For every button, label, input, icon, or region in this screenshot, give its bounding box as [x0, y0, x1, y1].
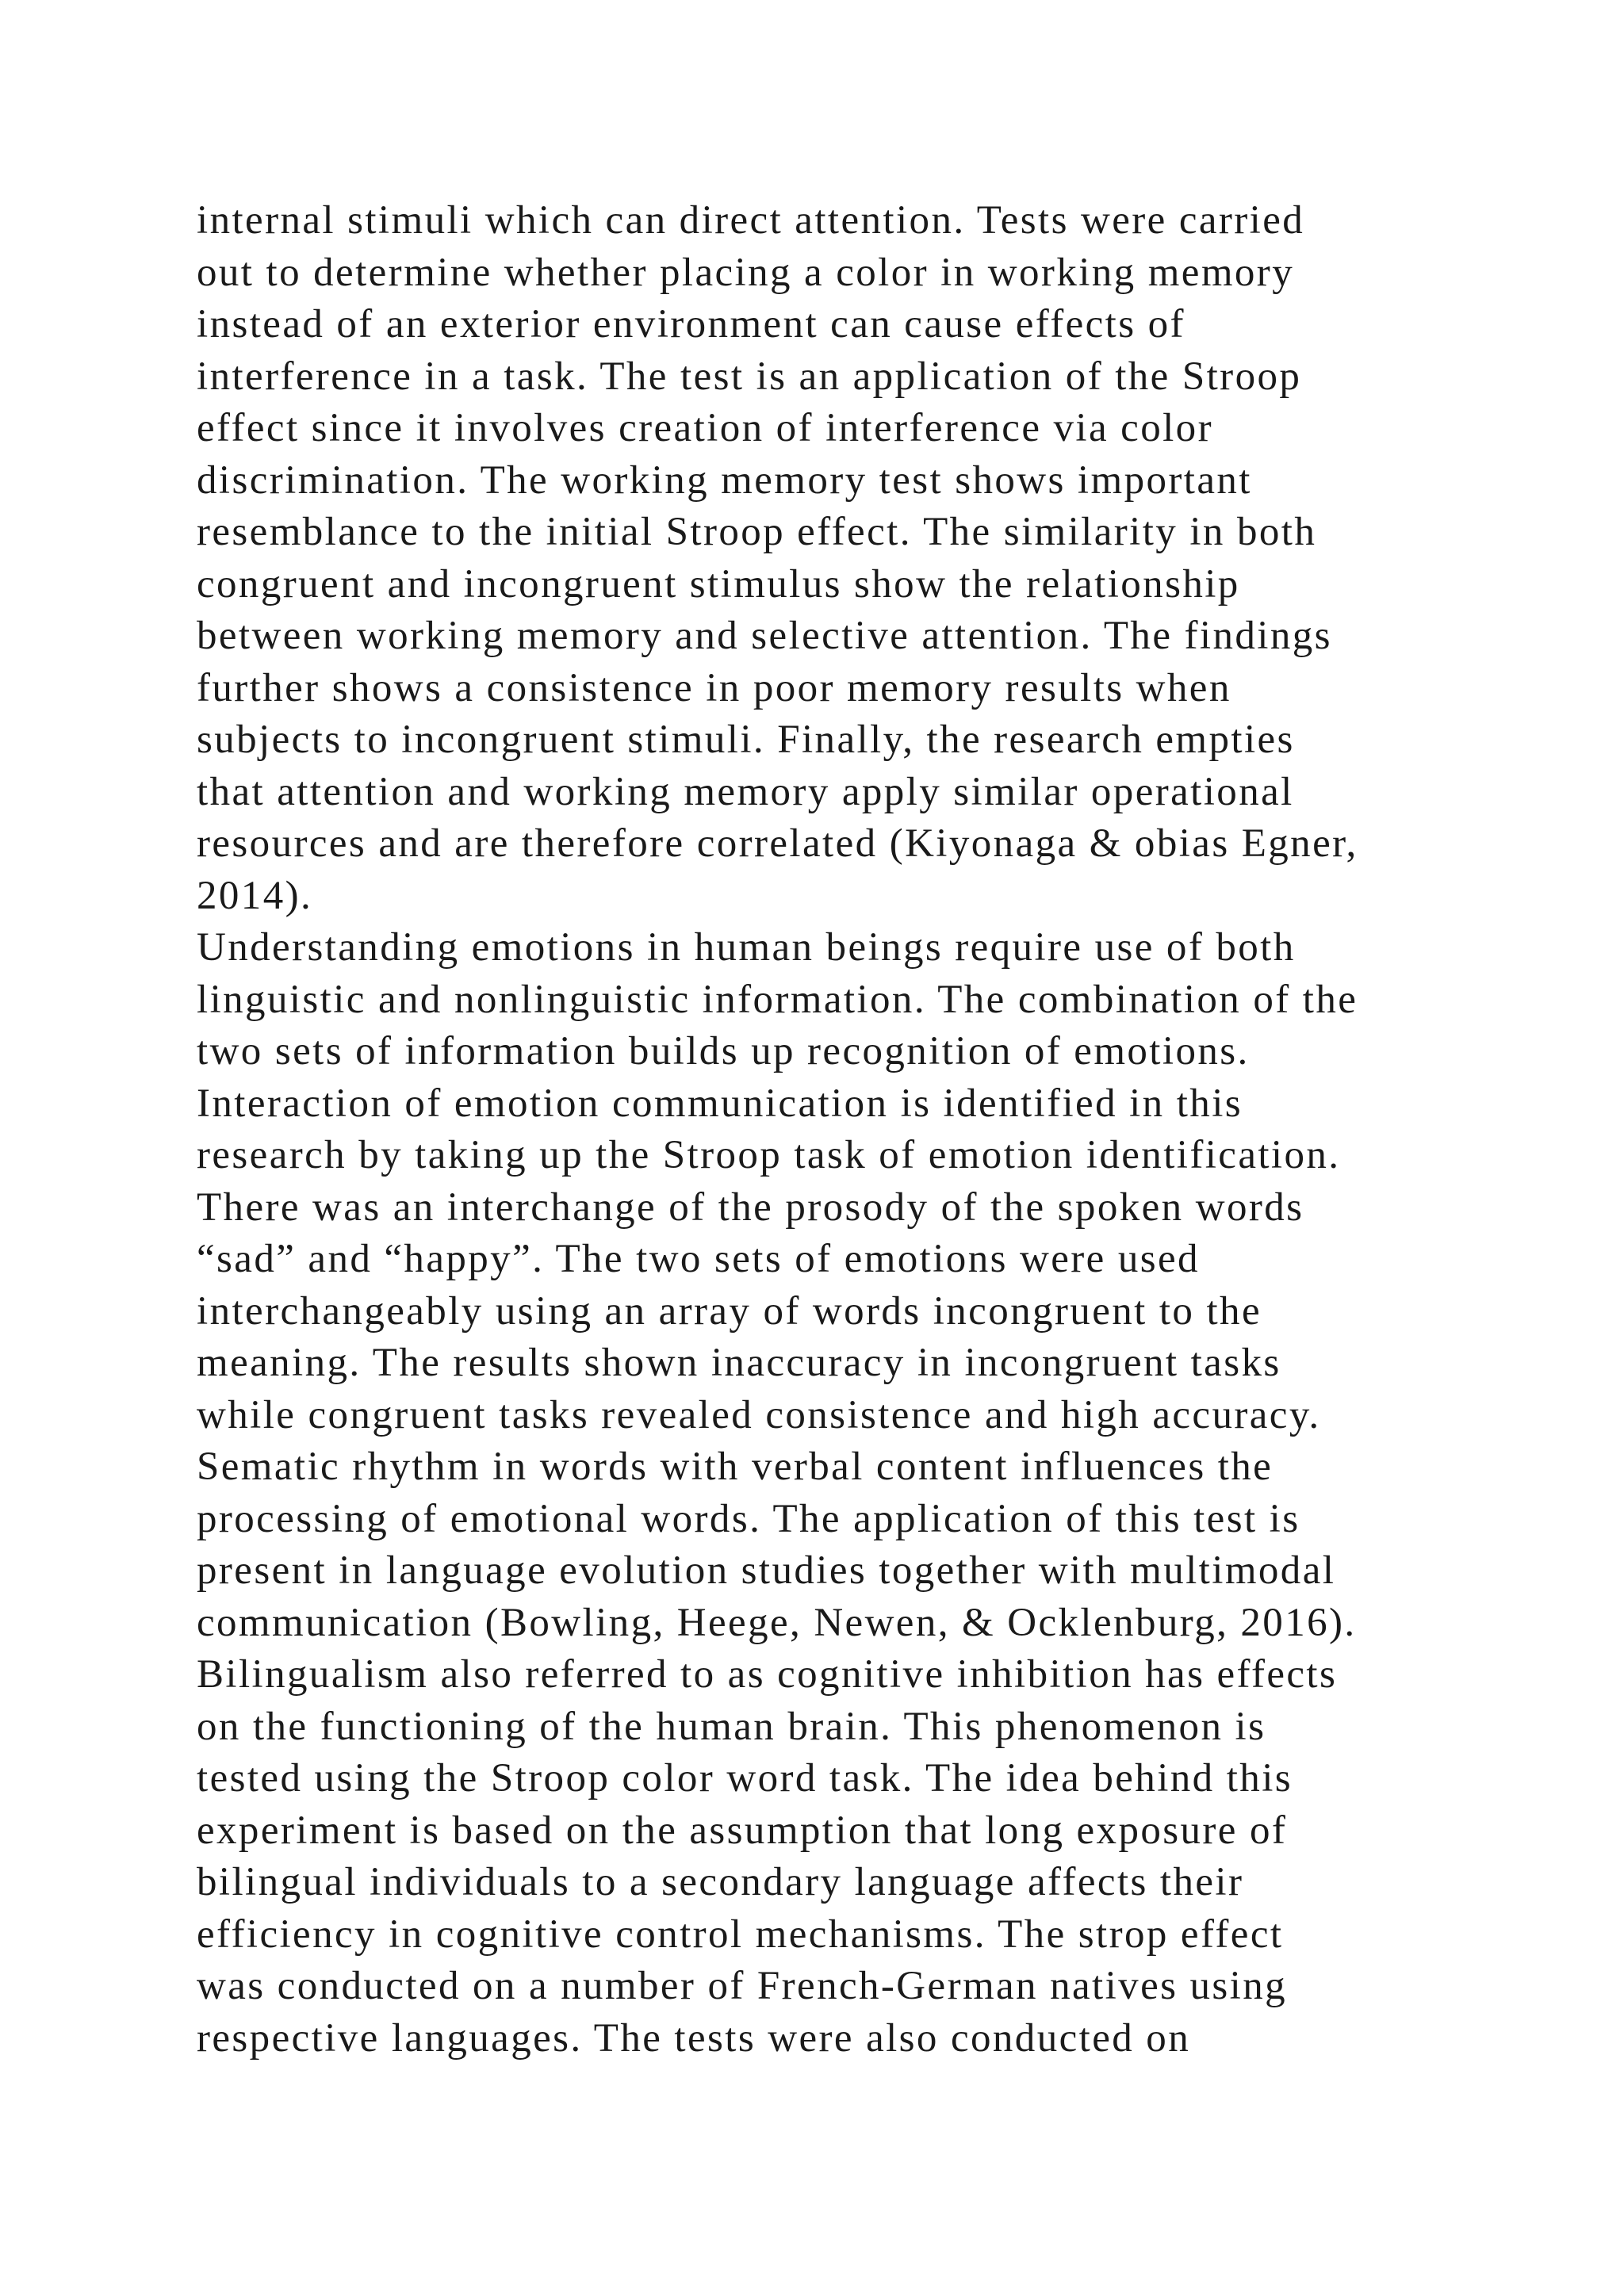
text-line: interference in a task. The test is an application of the Stroop — [197, 354, 1302, 399]
text-line: Interaction of emotion communication is identified in this — [197, 1081, 1243, 1126]
text-line: 2014). — [197, 873, 313, 918]
text-line: subjects to incongruent stimuli. Finally, the research empties — [197, 718, 1295, 762]
text-line: effect since it involves creation of interference via color — [197, 406, 1213, 450]
text-line: two sets of information builds up recognition of emotions. — [197, 1029, 1250, 1073]
text-line: research by taking up the Stroop task of emotion identification. — [197, 1133, 1341, 1177]
text-line: congruent and incongruent stimulus show the relationship — [197, 561, 1240, 607]
text-line: further shows a consistence in poor memory results when — [197, 665, 1231, 710]
text-line: internal stimuli which can direct attention. Tests were carried — [197, 198, 1305, 243]
text-line: linguistic and nonlinguistic information. The combination of the — [197, 977, 1358, 1022]
text-line: communication (Bowling, Heege, Newen, & Ocklenburg, 2016). — [197, 1600, 1357, 1645]
text-line: bilingual individuals to a secondary language affects their — [197, 1860, 1244, 1904]
text-line: resources and are therefore correlated (Kiyonaga & obias Egner, — [197, 821, 1358, 866]
text-line: instead of an exterior environment can cause effects of — [197, 302, 1185, 346]
text-line: respective languages. The tests were also conducted on — [197, 2015, 1191, 2061]
body-text — [197, 195, 1497, 2064]
text-line: Sematic rhythm in words with verbal content influences the — [197, 1445, 1274, 1489]
text-line: interchangeably using an array of words incongruent to the — [197, 1288, 1262, 1334]
text-line: Understanding emotions in human beings require use of both — [197, 925, 1296, 970]
text-line: experiment is based on the assumption that long exposure of — [197, 1808, 1288, 1853]
text-line: meaning. The results shown inaccuracy in incongruent tasks — [197, 1341, 1281, 1385]
text-line: discrimination. The working memory test shows important — [197, 457, 1252, 503]
text-line: was conducted on a number of French-German natives using — [197, 1964, 1288, 2008]
text-line: on the functioning of the human brain. This phenomenon is — [197, 1704, 1266, 1749]
text-line: out to determine whether placing a color in working memory — [197, 250, 1295, 295]
text-line: present in language evolution studies together with multimodal — [197, 1548, 1336, 1593]
text-line: tested using the Stroop color word task. The idea behind this — [197, 1756, 1293, 1800]
text-line: that attention and working memory apply similar operational — [197, 769, 1294, 814]
text-line: “sad” and “happy”. The two sets of emotions were used — [197, 1237, 1200, 1281]
text-line: efficiency in cognitive control mechanisms. The strop effect — [197, 1911, 1284, 1957]
text-line: between working memory and selective attention. The findings — [197, 614, 1332, 658]
text-line: resemblance to the initial Stroop effect. The similarity in both — [197, 510, 1317, 554]
text-line: There was an interchange of the prosody of the spoken words — [197, 1184, 1304, 1230]
text-line: processing of emotional words. The application of this test is — [197, 1496, 1300, 1541]
text-line: Bilingualism also referred to as cognitive inhibition has effects — [197, 1652, 1338, 1697]
text-line: while congruent tasks revealed consistence and high accuracy. — [197, 1392, 1321, 1437]
